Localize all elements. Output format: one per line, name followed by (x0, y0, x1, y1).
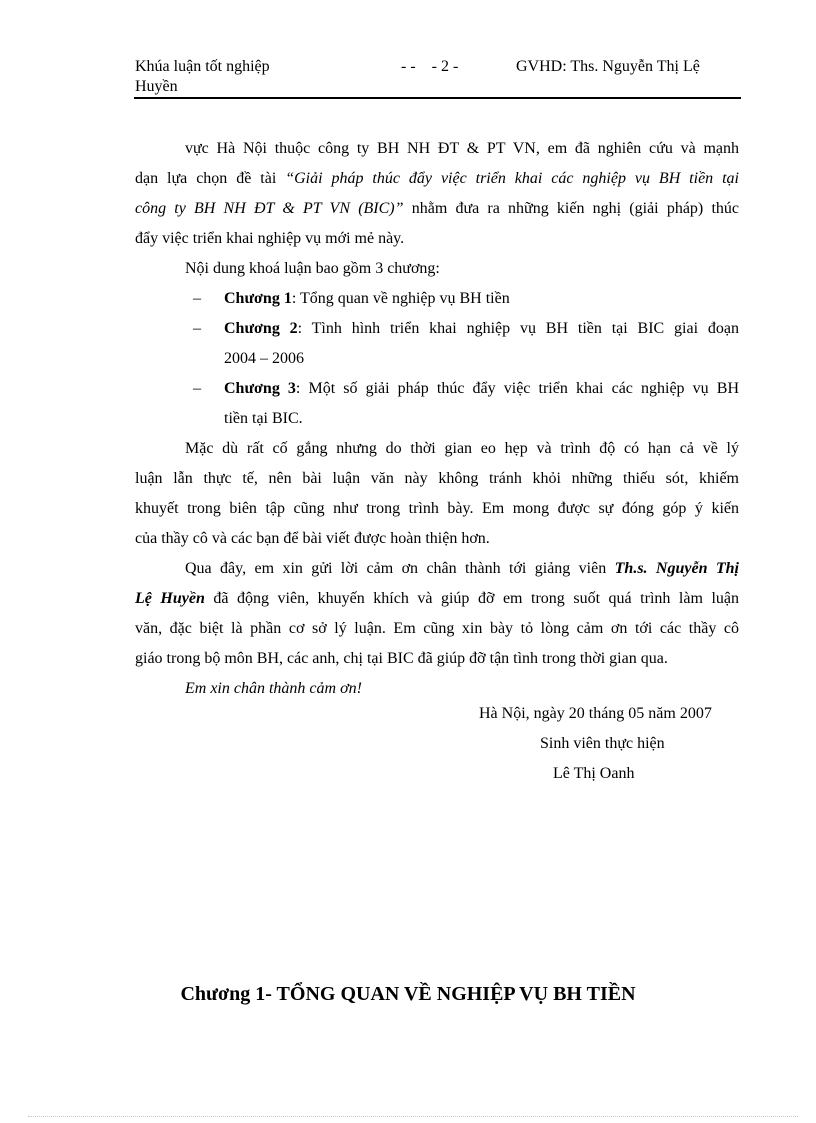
thesis-topic-italic: “Giải pháp thúc đẩy việc triển khai các nghiệp vụ BH tiền tại (285, 170, 740, 187)
paragraph-line (135, 194, 739, 224)
header-divider (134, 97, 741, 99)
chapter-desc-cont: tiền tại BIC. (224, 410, 303, 427)
chapter-title-text: - TỔNG QUAN VỀ NGHIỆP VỤ BH TIỀN (265, 983, 636, 1005)
chapter-label: Chương 3 (224, 380, 296, 397)
paragraph-line: vực Hà Nội thuộc công ty BH NH ĐT & PT VN, em đã nghiên cứu và mạnh (185, 140, 739, 157)
supervisor-name: Lệ Huyền (135, 590, 205, 607)
paragraph-line (135, 164, 739, 194)
text-run: dạn lựa chọn đề tài (135, 170, 286, 187)
dash-bullet: – (193, 290, 201, 307)
chapter-desc: : Tổng quan về nghiệp vụ BH tiền (291, 290, 510, 307)
chapter-label: Chương 2 (224, 320, 298, 337)
dash-bullet: – (193, 320, 201, 337)
paragraph-line: của thầy cô và các bạn để bài viết được hoàn thiện hơn. (135, 530, 490, 547)
paragraph-line: văn, đặc biệt là phần cơ sở lý luận. Em cũng xin bày tỏ lòng cảm ơn tới các thầy cô (135, 620, 739, 637)
paragraph-line (135, 584, 739, 614)
supervisor-name: Th.s. Nguyễn Thị (614, 560, 740, 577)
header-thesis-label: Khúa luận tốt nghiệp (135, 58, 270, 75)
paragraph-line: luận lẫn thực tế, nên bài luận văn này không tránh khỏi những thiếu sót, khiếm (135, 470, 739, 487)
paragraph-line: khuyết trong biên tập cũng như trong trình bày. Em mong được sự đóng góp ý kiến (135, 500, 739, 517)
signature-role: Sinh viên thực hiện (540, 735, 665, 752)
paragraph-line: Mặc dù rất cố gắng nhưng do thời gian eo hẹp và trình độ có hạn cả về lý (185, 440, 739, 457)
paragraph-line: Nội dung khoá luận bao gồm 3 chương: (185, 260, 440, 277)
header-page-number: - - - 2 - (401, 58, 459, 75)
paragraph-line (135, 554, 739, 584)
dash-bullet: – (193, 380, 201, 397)
header-supervisor: GVHD: Ths. Nguyễn Thị Lệ (516, 58, 700, 75)
chapter-label: Chương 1 (224, 290, 292, 307)
text-run: Qua đây, em xin gửi lời cảm ơn chân thành tới giảng viên (185, 560, 615, 577)
thesis-topic-italic: công ty BH NH ĐT & PT VN (BIC)” (135, 200, 404, 217)
chapter-desc-cont: 2004 – 2006 (224, 350, 304, 367)
paragraph-line: giáo trong bộ môn BH, các anh, chị tại BIC đã giúp đỡ tận tình trong thời gian qua. (135, 650, 668, 667)
page-bottom-border (28, 1116, 798, 1117)
header-supervisor-cont: Huyền (135, 78, 178, 95)
thanks-line: Em xin chân thành cảm ơn! (185, 680, 362, 697)
chapter-desc: : Tình hình triển khai nghiệp vụ BH tiền tại BIC giai đoạn (297, 320, 739, 337)
chapter-number: Chương 1 (180, 983, 266, 1005)
paragraph-line: đẩy việc triển khai nghiệp vụ mới mẻ này. (135, 230, 405, 247)
text-run: đã động viên, khuyến khích và giúp đỡ em trong suốt quá trình làm luận (204, 590, 739, 607)
signature-name: Lê Thị Oanh (553, 765, 635, 782)
text-run: nhằm đưa ra những kiến nghị (giải pháp) thúc (403, 200, 739, 217)
signature-date: Hà Nội, ngày 20 tháng 05 năm 2007 (479, 705, 712, 722)
chapter-heading (0, 983, 816, 1006)
chapter-desc: : Một số giải pháp thúc đẩy việc triển khai các nghiệp vụ BH (295, 380, 739, 397)
